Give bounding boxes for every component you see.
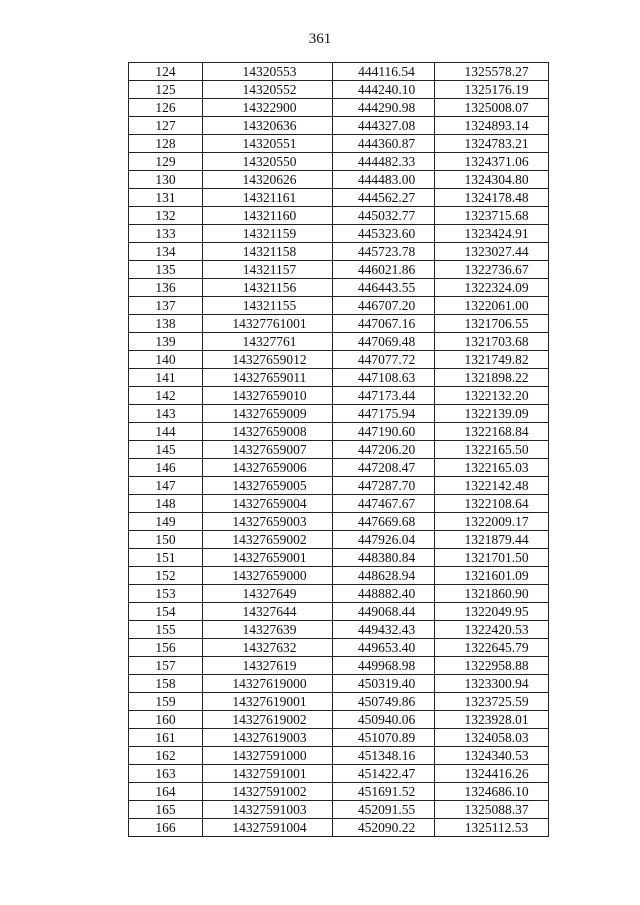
y-coordinate-cell: 1324178.48 [435, 189, 549, 207]
row-index-cell: 161 [129, 729, 203, 747]
point-id-cell: 14327659004 [203, 495, 333, 513]
table-row [129, 81, 549, 99]
x-coordinate-cell: 447173.44 [333, 387, 435, 405]
row-index-cell: 155 [129, 621, 203, 639]
y-coordinate-cell: 1322168.84 [435, 423, 549, 441]
point-id-cell: 14322900 [203, 99, 333, 117]
row-index-cell: 156 [129, 639, 203, 657]
x-coordinate-cell: 444240.10 [333, 81, 435, 99]
y-coordinate-cell: 1323928.01 [435, 711, 549, 729]
y-coordinate-cell: 1322142.48 [435, 477, 549, 495]
x-coordinate-cell: 449968.98 [333, 657, 435, 675]
row-index-cell: 129 [129, 153, 203, 171]
table-row [129, 747, 549, 765]
point-id-cell: 14327591003 [203, 801, 333, 819]
y-coordinate-cell: 1323300.94 [435, 675, 549, 693]
y-coordinate-cell: 1321601.09 [435, 567, 549, 585]
row-index-cell: 136 [129, 279, 203, 297]
point-id-cell: 14327659010 [203, 387, 333, 405]
y-coordinate-cell: 1323027.44 [435, 243, 549, 261]
point-id-cell: 14327619003 [203, 729, 333, 747]
point-id-cell: 14327659001 [203, 549, 333, 567]
point-id-cell: 14327659012 [203, 351, 333, 369]
row-index-cell: 158 [129, 675, 203, 693]
point-id-cell: 14327659005 [203, 477, 333, 495]
table-row [129, 765, 549, 783]
y-coordinate-cell: 1325008.07 [435, 99, 549, 117]
y-coordinate-cell: 1322324.09 [435, 279, 549, 297]
point-id-cell: 14327659002 [203, 531, 333, 549]
table-row [129, 459, 549, 477]
table-row [129, 369, 549, 387]
row-index-cell: 154 [129, 603, 203, 621]
table-row [129, 171, 549, 189]
table-row [129, 603, 549, 621]
row-index-cell: 135 [129, 261, 203, 279]
y-coordinate-cell: 1322958.88 [435, 657, 549, 675]
y-coordinate-cell: 1322132.20 [435, 387, 549, 405]
row-index-cell: 148 [129, 495, 203, 513]
row-index-cell: 166 [129, 819, 203, 837]
point-id-cell: 14321160 [203, 207, 333, 225]
table-row [129, 243, 549, 261]
x-coordinate-cell: 447067.16 [333, 315, 435, 333]
x-coordinate-cell: 447175.94 [333, 405, 435, 423]
table-row [129, 513, 549, 531]
point-id-cell: 14321158 [203, 243, 333, 261]
x-coordinate-cell: 446443.55 [333, 279, 435, 297]
point-id-cell: 14320636 [203, 117, 333, 135]
table-row [129, 585, 549, 603]
point-id-cell: 14327619000 [203, 675, 333, 693]
y-coordinate-cell: 1322420.53 [435, 621, 549, 639]
point-id-cell: 14327649 [203, 585, 333, 603]
table-row [129, 495, 549, 513]
x-coordinate-cell: 447077.72 [333, 351, 435, 369]
row-index-cell: 165 [129, 801, 203, 819]
point-id-cell: 14327659006 [203, 459, 333, 477]
point-id-cell: 14320550 [203, 153, 333, 171]
y-coordinate-cell: 1325112.53 [435, 819, 549, 837]
table-row [129, 729, 549, 747]
x-coordinate-cell: 450749.86 [333, 693, 435, 711]
x-coordinate-cell: 451422.47 [333, 765, 435, 783]
table-row [129, 531, 549, 549]
x-coordinate-cell: 448380.84 [333, 549, 435, 567]
point-id-cell: 14327659009 [203, 405, 333, 423]
row-index-cell: 142 [129, 387, 203, 405]
table-row [129, 153, 549, 171]
y-coordinate-cell: 1323715.68 [435, 207, 549, 225]
row-index-cell: 139 [129, 333, 203, 351]
x-coordinate-cell: 444327.08 [333, 117, 435, 135]
table-row [129, 657, 549, 675]
point-id-cell: 14320552 [203, 81, 333, 99]
point-id-cell: 14327619001 [203, 693, 333, 711]
x-coordinate-cell: 444483.00 [333, 171, 435, 189]
y-coordinate-cell: 1322061.00 [435, 297, 549, 315]
x-coordinate-cell: 446707.20 [333, 297, 435, 315]
x-coordinate-cell: 449653.40 [333, 639, 435, 657]
row-index-cell: 127 [129, 117, 203, 135]
table-row [129, 405, 549, 423]
table-row [129, 297, 549, 315]
x-coordinate-cell: 445723.78 [333, 243, 435, 261]
y-coordinate-cell: 1324371.06 [435, 153, 549, 171]
y-coordinate-cell: 1323424.91 [435, 225, 549, 243]
y-coordinate-cell: 1322736.67 [435, 261, 549, 279]
coordinate-table [128, 62, 549, 837]
y-coordinate-cell: 1322108.64 [435, 495, 549, 513]
x-coordinate-cell: 444290.98 [333, 99, 435, 117]
point-id-cell: 14320551 [203, 135, 333, 153]
point-id-cell: 14321157 [203, 261, 333, 279]
table-row [129, 279, 549, 297]
row-index-cell: 152 [129, 567, 203, 585]
table-row [129, 207, 549, 225]
y-coordinate-cell: 1322139.09 [435, 405, 549, 423]
point-id-cell: 14321156 [203, 279, 333, 297]
x-coordinate-cell: 448882.40 [333, 585, 435, 603]
row-index-cell: 150 [129, 531, 203, 549]
point-id-cell: 14327591000 [203, 747, 333, 765]
page-number: 361 [308, 31, 332, 47]
table-row [129, 63, 549, 81]
y-coordinate-cell: 1321898.22 [435, 369, 549, 387]
row-index-cell: 144 [129, 423, 203, 441]
row-index-cell: 163 [129, 765, 203, 783]
point-id-cell: 14327591002 [203, 783, 333, 801]
table-row [129, 315, 549, 333]
point-id-cell: 14320553 [203, 63, 333, 81]
point-id-cell: 14327619 [203, 657, 333, 675]
x-coordinate-cell: 451070.89 [333, 729, 435, 747]
y-coordinate-cell: 1324340.53 [435, 747, 549, 765]
x-coordinate-cell: 447108.63 [333, 369, 435, 387]
x-coordinate-cell: 451348.16 [333, 747, 435, 765]
table-row [129, 693, 549, 711]
point-id-cell: 14327591001 [203, 765, 333, 783]
x-coordinate-cell: 447467.67 [333, 495, 435, 513]
table-row [129, 441, 549, 459]
x-coordinate-cell: 449432.43 [333, 621, 435, 639]
row-index-cell: 130 [129, 171, 203, 189]
y-coordinate-cell: 1324686.10 [435, 783, 549, 801]
row-index-cell: 147 [129, 477, 203, 495]
table-row [129, 639, 549, 657]
y-coordinate-cell: 1321706.55 [435, 315, 549, 333]
x-coordinate-cell: 447206.20 [333, 441, 435, 459]
point-id-cell: 14327659007 [203, 441, 333, 459]
row-index-cell: 131 [129, 189, 203, 207]
x-coordinate-cell: 446021.86 [333, 261, 435, 279]
table-row [129, 387, 549, 405]
x-coordinate-cell: 452090.22 [333, 819, 435, 837]
y-coordinate-cell: 1322009.17 [435, 513, 549, 531]
y-coordinate-cell: 1323725.59 [435, 693, 549, 711]
row-index-cell: 124 [129, 63, 203, 81]
row-index-cell: 128 [129, 135, 203, 153]
point-id-cell: 14321159 [203, 225, 333, 243]
y-coordinate-cell: 1324893.14 [435, 117, 549, 135]
table-row [129, 351, 549, 369]
y-coordinate-cell: 1324058.03 [435, 729, 549, 747]
row-index-cell: 132 [129, 207, 203, 225]
row-index-cell: 138 [129, 315, 203, 333]
x-coordinate-cell: 447669.68 [333, 513, 435, 531]
row-index-cell: 146 [129, 459, 203, 477]
table-row [129, 783, 549, 801]
y-coordinate-cell: 1322165.50 [435, 441, 549, 459]
row-index-cell: 143 [129, 405, 203, 423]
x-coordinate-cell: 444562.27 [333, 189, 435, 207]
x-coordinate-cell: 448628.94 [333, 567, 435, 585]
y-coordinate-cell: 1324783.21 [435, 135, 549, 153]
row-index-cell: 133 [129, 225, 203, 243]
row-index-cell: 126 [129, 99, 203, 117]
x-coordinate-cell: 451691.52 [333, 783, 435, 801]
table-row [129, 711, 549, 729]
x-coordinate-cell: 444360.87 [333, 135, 435, 153]
point-id-cell: 14321155 [203, 297, 333, 315]
y-coordinate-cell: 1325176.19 [435, 81, 549, 99]
point-id-cell: 14327761001 [203, 315, 333, 333]
point-id-cell: 14327659000 [203, 567, 333, 585]
table-row [129, 801, 549, 819]
x-coordinate-cell: 447926.04 [333, 531, 435, 549]
row-index-cell: 160 [129, 711, 203, 729]
table-body [129, 63, 549, 837]
x-coordinate-cell: 452091.55 [333, 801, 435, 819]
x-coordinate-cell: 447287.70 [333, 477, 435, 495]
y-coordinate-cell: 1322645.79 [435, 639, 549, 657]
y-coordinate-cell: 1324416.26 [435, 765, 549, 783]
x-coordinate-cell: 447208.47 [333, 459, 435, 477]
table-row [129, 423, 549, 441]
y-coordinate-cell: 1321749.82 [435, 351, 549, 369]
x-coordinate-cell: 450319.40 [333, 675, 435, 693]
point-id-cell: 14327761 [203, 333, 333, 351]
table-row [129, 225, 549, 243]
row-index-cell: 151 [129, 549, 203, 567]
row-index-cell: 162 [129, 747, 203, 765]
y-coordinate-cell: 1324304.80 [435, 171, 549, 189]
y-coordinate-cell: 1321701.50 [435, 549, 549, 567]
row-index-cell: 141 [129, 369, 203, 387]
y-coordinate-cell: 1321860.90 [435, 585, 549, 603]
table-row [129, 99, 549, 117]
table-row [129, 261, 549, 279]
y-coordinate-cell: 1325578.27 [435, 63, 549, 81]
row-index-cell: 164 [129, 783, 203, 801]
x-coordinate-cell: 444482.33 [333, 153, 435, 171]
point-id-cell: 14327644 [203, 603, 333, 621]
point-id-cell: 14327632 [203, 639, 333, 657]
x-coordinate-cell: 449068.44 [333, 603, 435, 621]
row-index-cell: 145 [129, 441, 203, 459]
y-coordinate-cell: 1322165.03 [435, 459, 549, 477]
x-coordinate-cell: 447190.60 [333, 423, 435, 441]
x-coordinate-cell: 445032.77 [333, 207, 435, 225]
row-index-cell: 125 [129, 81, 203, 99]
x-coordinate-cell: 444116.54 [333, 63, 435, 81]
table-row [129, 477, 549, 495]
x-coordinate-cell: 445323.60 [333, 225, 435, 243]
y-coordinate-cell: 1325088.37 [435, 801, 549, 819]
x-coordinate-cell: 447069.48 [333, 333, 435, 351]
y-coordinate-cell: 1321879.44 [435, 531, 549, 549]
x-coordinate-cell: 450940.06 [333, 711, 435, 729]
row-index-cell: 159 [129, 693, 203, 711]
row-index-cell: 153 [129, 585, 203, 603]
row-index-cell: 137 [129, 297, 203, 315]
point-id-cell: 14320626 [203, 171, 333, 189]
y-coordinate-cell: 1322049.95 [435, 603, 549, 621]
table-row [129, 621, 549, 639]
row-index-cell: 140 [129, 351, 203, 369]
point-id-cell: 14327659011 [203, 369, 333, 387]
point-id-cell: 14327659003 [203, 513, 333, 531]
table-row [129, 135, 549, 153]
table-row [129, 549, 549, 567]
table-row [129, 567, 549, 585]
point-id-cell: 14327591004 [203, 819, 333, 837]
row-index-cell: 157 [129, 657, 203, 675]
point-id-cell: 14327619002 [203, 711, 333, 729]
point-id-cell: 14327639 [203, 621, 333, 639]
table-row [129, 333, 549, 351]
table-row [129, 189, 549, 207]
point-id-cell: 14321161 [203, 189, 333, 207]
point-id-cell: 14327659008 [203, 423, 333, 441]
row-index-cell: 149 [129, 513, 203, 531]
table-row [129, 819, 549, 837]
table-row [129, 117, 549, 135]
row-index-cell: 134 [129, 243, 203, 261]
table-row [129, 675, 549, 693]
y-coordinate-cell: 1321703.68 [435, 333, 549, 351]
